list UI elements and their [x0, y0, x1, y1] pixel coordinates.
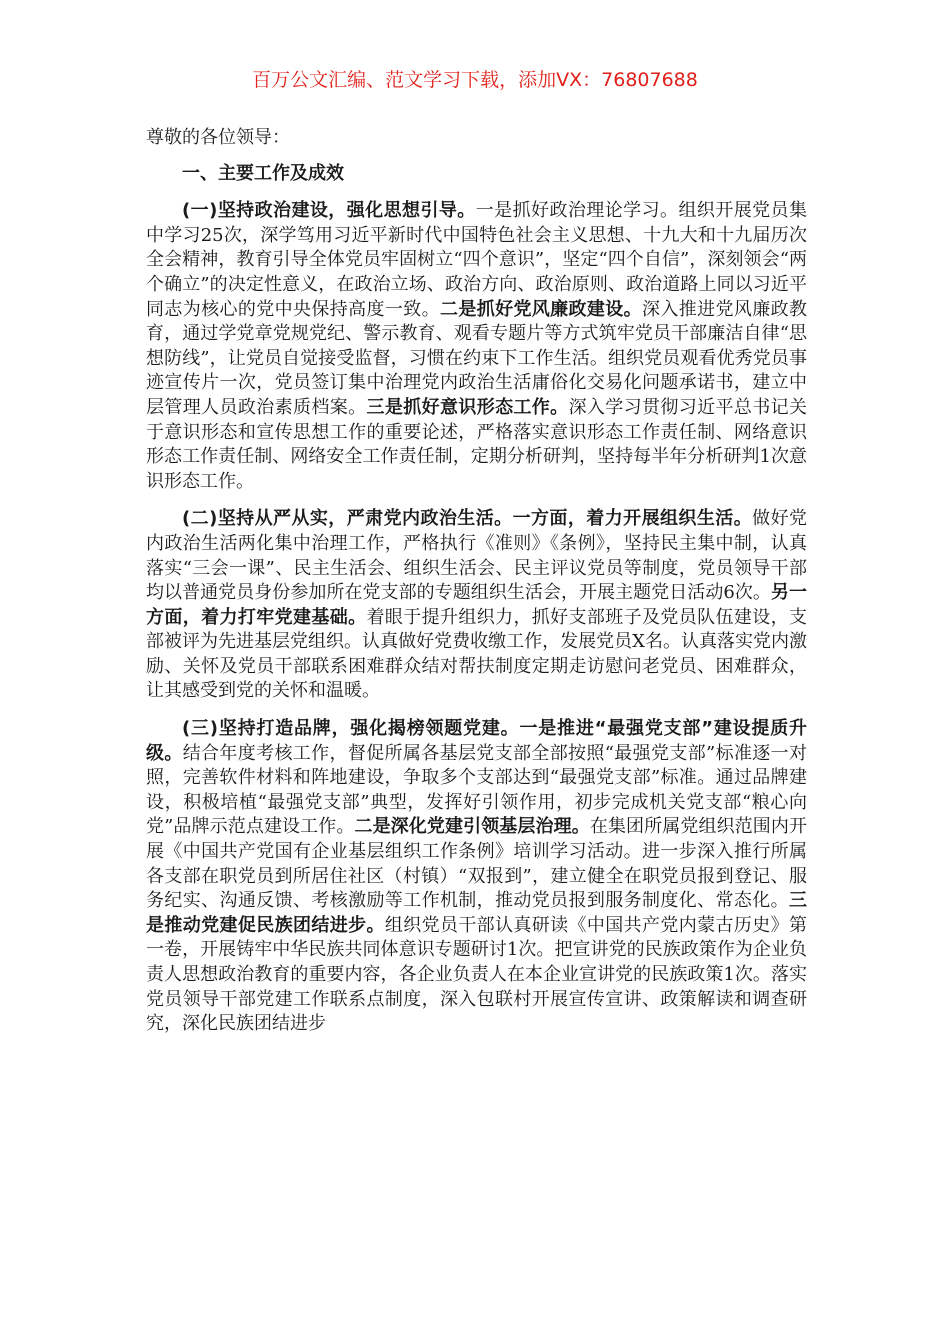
paragraph-3-subheading-3: 三是推动党建促民族团结进步。 — [146, 890, 807, 936]
paragraph-1-heading: (一)坚持政治建设，强化思想引导。 — [182, 200, 476, 222]
document-body — [146, 126, 807, 1050]
paragraph-3-subheading-2: 二是深化党建引领基层治理。 — [354, 816, 590, 838]
paragraph-1-subheading-2: 二是抓好党风廉政建设。 — [439, 298, 643, 320]
paragraph-2-text-2: 着眼于提升组织力，抓好支部班子及党员队伍建设，支部被评为先进基层党组织。认真做好党费收缴工作，发展党员X名。认真落实党内激励、关怀及党员干部联系困难群众结对帮扶制度定期走访慰问老党员、困难群众，让其感受到党的关怀和温暖。 — [146, 606, 808, 702]
paragraph-1-text-1: 一是抓好政治理论学习。组织开展党员集中学习25次，深学笃用习近平新时代中国特色社会主义思想、十九大和十九届历次全会精神，教育引导全体党员牢固树立“四个意识”，坚定“四个自信”，深刻领会“两个确立”的决定性意义，在政治立场、政治方向、政治原则、政治道路上同以习近平同志为核心的党中央保持高度一致。 — [146, 200, 808, 320]
paragraph-1-text-2: 深入推进党风廉政教育，通过学党章党规党纪、警示教育、观看专题片等方式筑牢党员干部廉洁自律“思想防线”，让党员自觉接受监督，习惯在约束下工作生活。组织党员观看优秀党员事迹宣传片一次，党员签订集中治理党内政治生活庸俗化交易化问题承诺书，建立中层管理人员政治素质档案。 — [146, 298, 808, 418]
paragraph-3-text-2: 在集团所属党组织范围内开展《中国共产党国有企业基层组织工作条例》培训学习活动。进一步深入推行所属各支部在职党员到所居住社区（村镇）“双报到”，建立健全在职党员报到登记、服务纪实、沟通反馈、考核激励等工作机制，推动党员报到服务制度化、常态化。 — [146, 816, 808, 912]
paragraph-3-heading: (三)坚持打造品牌，强化揭榜领题党建。一是推进“最强党支部”建设提质升级。 — [146, 718, 807, 764]
paragraph-1-subheading-3: 三是抓好意识形态工作。 — [366, 396, 569, 418]
paragraph-3-text-3: 组织党员干部认真研读《中国共产党内蒙古历史》第一卷，开展铸牢中华民族共同体意识专题研讨1次。把宣讲党的民族政策作为企业负责人思想政治教育的重要内容，各企业负责人在本企业宣讲党的民族政策1次。落实党员领导干部党建工作联系点制度，深入包联村开展宣传宣讲、政策解读和调查研究，深化民族团结进步 — [146, 914, 807, 1035]
paragraph-1 — [146, 199, 807, 494]
section-heading: 一、主要工作及成效 — [182, 162, 344, 184]
paragraph-2-text-1: 做好党内政治生活两化集中治理工作，严格执行《准则》《条例》，坚持民主集中制，认真落实“三会一课”、民主生活会、组织生活会、民主评议党员等制度，党员领导干部均以普通党员身份参加所在党支部的专题组织生活会，开展主题党日活动6次。 — [146, 508, 808, 604]
salutation: 尊敬的各位领导： — [146, 127, 290, 148]
paragraph-3-text-1: 结合年度考核工作，督促所属各基层党支部全部按照“最强党支部”标准逐一对照，完善软件材料和阵地建设，争取多个支部达到“最强党支部”标准。通过品牌建设，积极培植“最强党支部”典型，发挥好引领作用，初步完成机关党支部“粮心向党”品牌示范点建设工作。 — [146, 742, 807, 838]
paragraph-2-subheading-2: 另一方面，着力打牢党建基础。 — [146, 582, 807, 628]
paragraph-2 — [146, 507, 807, 704]
paragraph-3 — [146, 717, 807, 1037]
paragraph-2-heading: (二)坚持从严从实，严肃党内政治生活。一方面，着力开展组织生活。 — [182, 508, 753, 530]
header-watermark: 百万公文汇编、范文学习下载，添加VX：76807688 — [252, 69, 698, 91]
paragraph-1-text-3: 深入学习贯彻习近平总书记关于意识形态和宣传思想工作的重要论述，严格落实意识形态工作责任制、网络意识形态工作责任制、网络安全工作责任制，定期分析研判，坚持每半年分析研判1次意识形态工作。 — [146, 396, 808, 492]
